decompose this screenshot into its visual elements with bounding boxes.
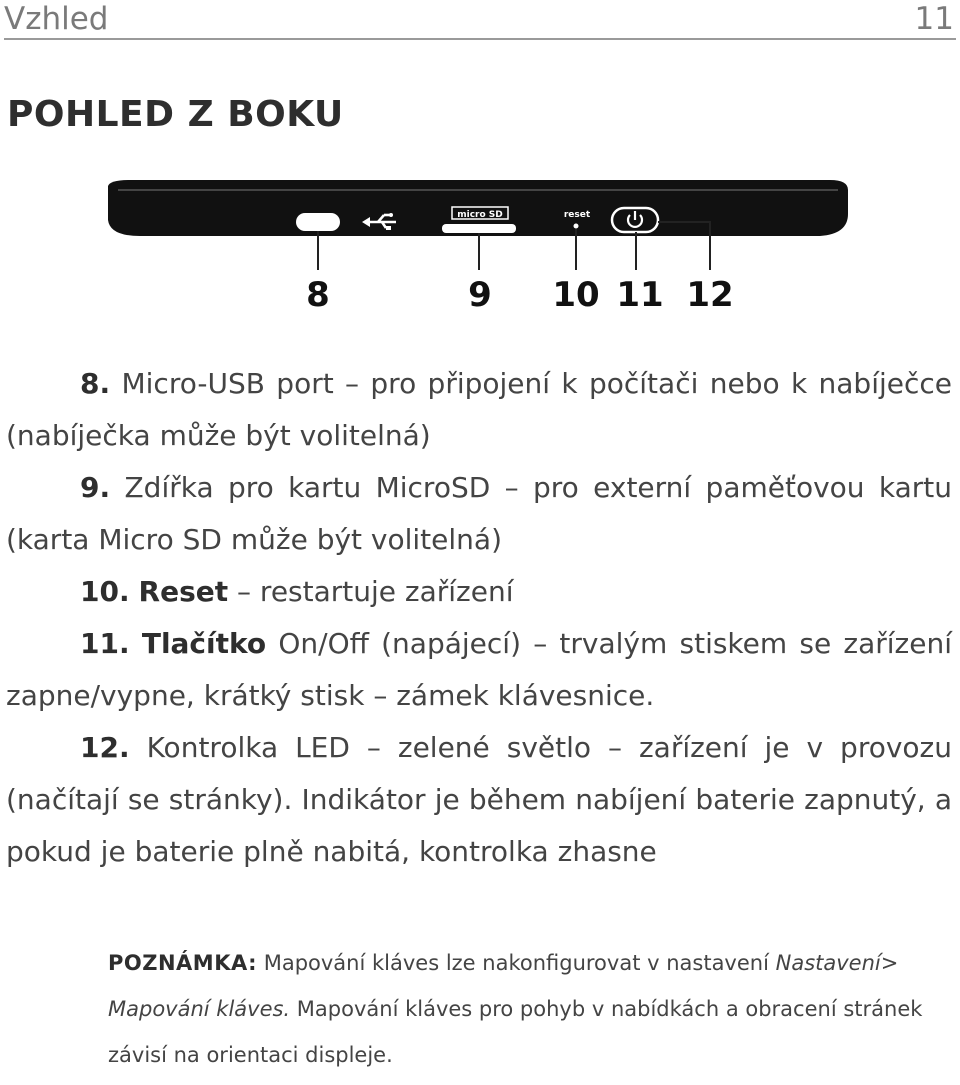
item-text: Micro-USB port – pro připojení k počítači nebo k nabíječce (nabíječka může být volitelná): [6, 367, 952, 452]
item-number: 9.: [80, 471, 111, 504]
list-item: [6, 566, 952, 618]
list-item: [6, 358, 952, 462]
list-item: [6, 722, 952, 878]
item-keyword: Tlačítko: [141, 627, 267, 660]
item-text: Zdířka pro kartu MicroSD – pro externí paměťovou kartu (karta Micro SD může být volitelná): [6, 471, 952, 556]
note-label: POZNÁMKA:: [108, 951, 258, 975]
micro-sd-label: micro SD: [457, 210, 503, 220]
item-number: 11.: [80, 627, 130, 660]
item-keyword: Reset: [138, 575, 229, 608]
micro-usb-port: [296, 213, 340, 231]
note-text-continued: Mapování kláves pro pohyb v nabídkách a obracení stránek závisí na orientaci displeje.: [108, 997, 923, 1067]
note-text: Mapování kláves lze nakonfigurovat v nastavení: [263, 951, 769, 975]
note-box: [108, 940, 956, 1078]
note-path-settings: Nastavení: [775, 951, 881, 975]
list-item: [6, 618, 952, 722]
note-separator: >: [880, 951, 899, 975]
callout-10: 10: [552, 275, 600, 315]
page-header: [4, 0, 956, 40]
note-path-key-mapping: Mapování kláves.: [108, 997, 291, 1021]
reset-hole: [574, 224, 579, 229]
item-text: On/Off (napájecí) – trvalým stiskem se zařízení zapne/vypne, krátký stisk – zámek klávesnice.: [6, 627, 953, 712]
reset-label: reset: [563, 210, 591, 220]
item-number: 8.: [80, 367, 111, 400]
list-item: [6, 462, 952, 566]
callout-9: 9: [468, 275, 492, 315]
item-list: [6, 358, 952, 878]
section-title: Vzhled: [4, 1, 109, 37]
item-text: – restartuje zařízení: [237, 575, 514, 608]
callout-11: 11: [616, 275, 664, 315]
callout-8: 8: [306, 275, 330, 315]
item-number: 10.: [80, 575, 130, 608]
device-side-view-figure: [0, 170, 960, 320]
item-number: 12.: [80, 731, 130, 764]
micro-sd-slot: [442, 224, 516, 233]
page-title: POHLED Z BOKU: [7, 94, 344, 135]
page-number: 11: [914, 1, 954, 37]
item-text: Kontrolka LED – zelené světlo – zařízení je v provozu (načítají se stránky). Indikátor je během nabíjení baterie zapnutý, a pokud je baterie plně nabitá, kontrolka zhasne: [6, 731, 952, 868]
callout-12: 12: [686, 275, 734, 315]
